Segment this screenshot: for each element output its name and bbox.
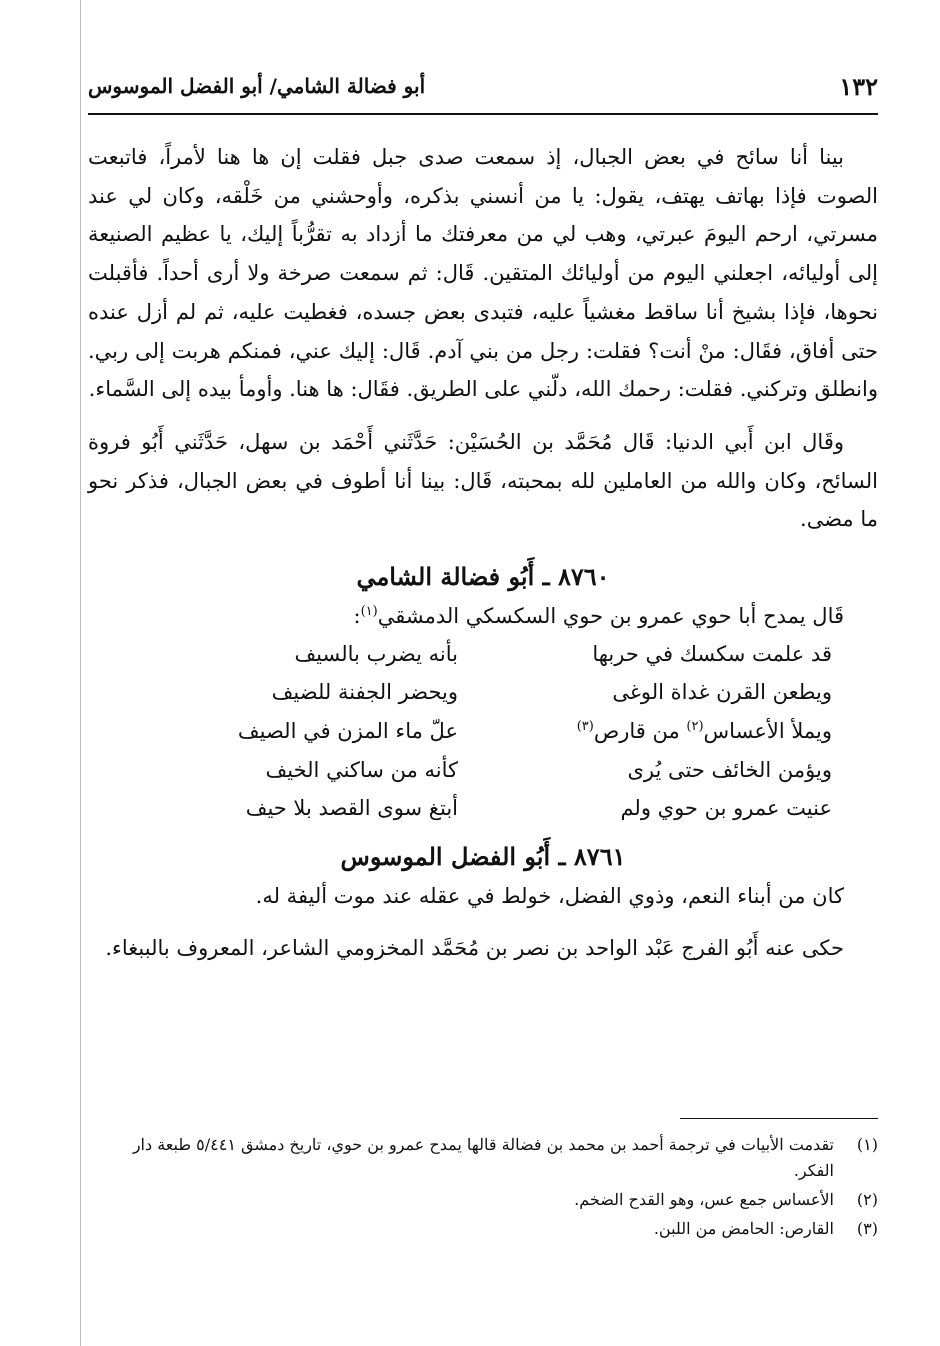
entry-title-8760: ٨٧٦٠ ـ أَبُو فضالة الشامي <box>356 562 610 592</box>
verse-first-hemistich: قد علمت سكسك في حربها <box>592 641 832 666</box>
footnote <box>88 1187 878 1213</box>
body-paragraph-2: وقَال ابن أَبي الدنيا: قَال مُحَمَّد بن الحُسَيْن: حَدَّثَني أَحْمَد بن سهل، حَدَّثَني أَبُو فروة السائح، وكان والله من العاملين لله بمحبته، قَال: بينا أنا أطوف في بعض الجبال، فذكر نحو ما مضى. <box>88 429 878 532</box>
footnote-number: (١) <box>856 1135 878 1154</box>
poem-verse <box>88 758 878 797</box>
verse-second-hemistich: بأنه يضرب بالسيف <box>294 641 458 666</box>
footnote-ref-1: (١) <box>360 604 378 620</box>
footnote-number: (٣) <box>856 1219 878 1238</box>
footnotes <box>88 1132 878 1245</box>
verse-second-hemistich: أبتغ سوى القصد بلا حيف <box>245 796 458 821</box>
page-edge-line <box>80 0 81 1346</box>
entry-intro-colon: : <box>353 604 361 629</box>
verse-second-hemistich: كأنه من ساكني الخيف <box>265 757 458 782</box>
header-rule <box>88 113 878 115</box>
running-head: أبو فضالة الشامي/ أبو الفضل الموسوس <box>88 74 426 98</box>
verse-text: من قارص <box>593 718 687 743</box>
footnote <box>88 1132 878 1184</box>
verse-second-hemistich: علّ ماء المزن في الصيف <box>237 718 458 743</box>
entry2-paragraph-2: حكى عنه أَبُو الفرج عَبْد الواحد بن نصر بن مُحَمَّد المخزومي الشاعر، المعروف بالببغاء. <box>105 936 844 961</box>
verse-first-hemistich: ويطعن القرن غداة الوغى <box>612 680 832 705</box>
poem <box>88 642 878 835</box>
verse-second-hemistich: ويحضر الجفنة للضيف <box>271 680 458 705</box>
main-text <box>88 138 878 968</box>
poem-verse <box>88 719 878 758</box>
footnote-text: الأعساس جمع عس، وهو القدح الضخم. <box>574 1190 834 1209</box>
verse-first-hemistich <box>577 719 832 743</box>
footnote-rule <box>680 1118 878 1119</box>
entry-intro <box>88 597 844 636</box>
verse-first-hemistich: ويؤمن الخائف حتى يُرى <box>627 757 832 782</box>
page-header <box>88 72 878 110</box>
footnote-text: تقدمت الأبيات في ترجمة أحمد بن محمد بن فضالة قالها يمدح عمرو بن حوي، تاريخ دمشق ٥/٤٤١ طبعة دار الفكر. <box>132 1135 834 1180</box>
entry2-paragraph-1: كان من أبناء النعم، وذوي الفضل، خولط في عقله عند موت أليفة له. <box>255 883 844 908</box>
verse-first-hemistich: عنيت عمرو بن حوي ولم <box>620 796 832 821</box>
footnote-ref-3: (٣) <box>576 718 594 734</box>
footnote-ref-2: (٢) <box>686 718 704 734</box>
footnote-text: القارص: الحامض من اللبن. <box>653 1219 834 1238</box>
page-number: ١٣٢ <box>839 72 878 101</box>
body-paragraph-1: بينا أنا سائح في بعض الجبال، إذ سمعت صدى جبل فقلت إن ها هنا لأمراً، فاتبعت الصوت فإذا بهاتف يهتف، يقول: يا من أنسني بذكره، وأوحشني من خَلْقه، وكان لي عند مسرتي، ارحم اليومَ عبرتي، وهب لي من معرفتك ما أزداد به تقرُّباً إليك، يا عظيم الصنيعة إلى أوليائه، اجعلني اليوم من أوليائك المتقين. قَال: ثم سمعت صرخة ولا أرى أحداً. فأقبلت نحوها، فإذا بشيخ أنا ساقط مغشياً عليه، فتبدى بعض جسده، فغطيت عليه، ثم لم أزل عنده حتى أفاق، فقَال: منْ أنت؟ فقلت: رجل من بني آدم. قَال: إليك عني، فمنكم هربت إلى ربي. وانطلق وتركني. فقلت: رحمك الله، دلّني على الطريق. فقَال: ها هنا. وأومأ بيده إلى السَّماء. <box>88 145 878 402</box>
entry-intro-text: قَال يمدح أبا حوي عمرو بن حوي السكسكي الدمشقي <box>377 604 844 629</box>
poem-verse <box>88 796 878 835</box>
footnote-number: (٢) <box>856 1190 878 1209</box>
poem-verse <box>88 680 878 719</box>
verse-text: ويملأ الأعساس <box>703 718 832 743</box>
poem-verse <box>88 642 878 681</box>
footnote <box>88 1216 878 1242</box>
entry-title-8761: ٨٧٦١ ـ أَبُو الفضل الموسوس <box>340 841 626 871</box>
